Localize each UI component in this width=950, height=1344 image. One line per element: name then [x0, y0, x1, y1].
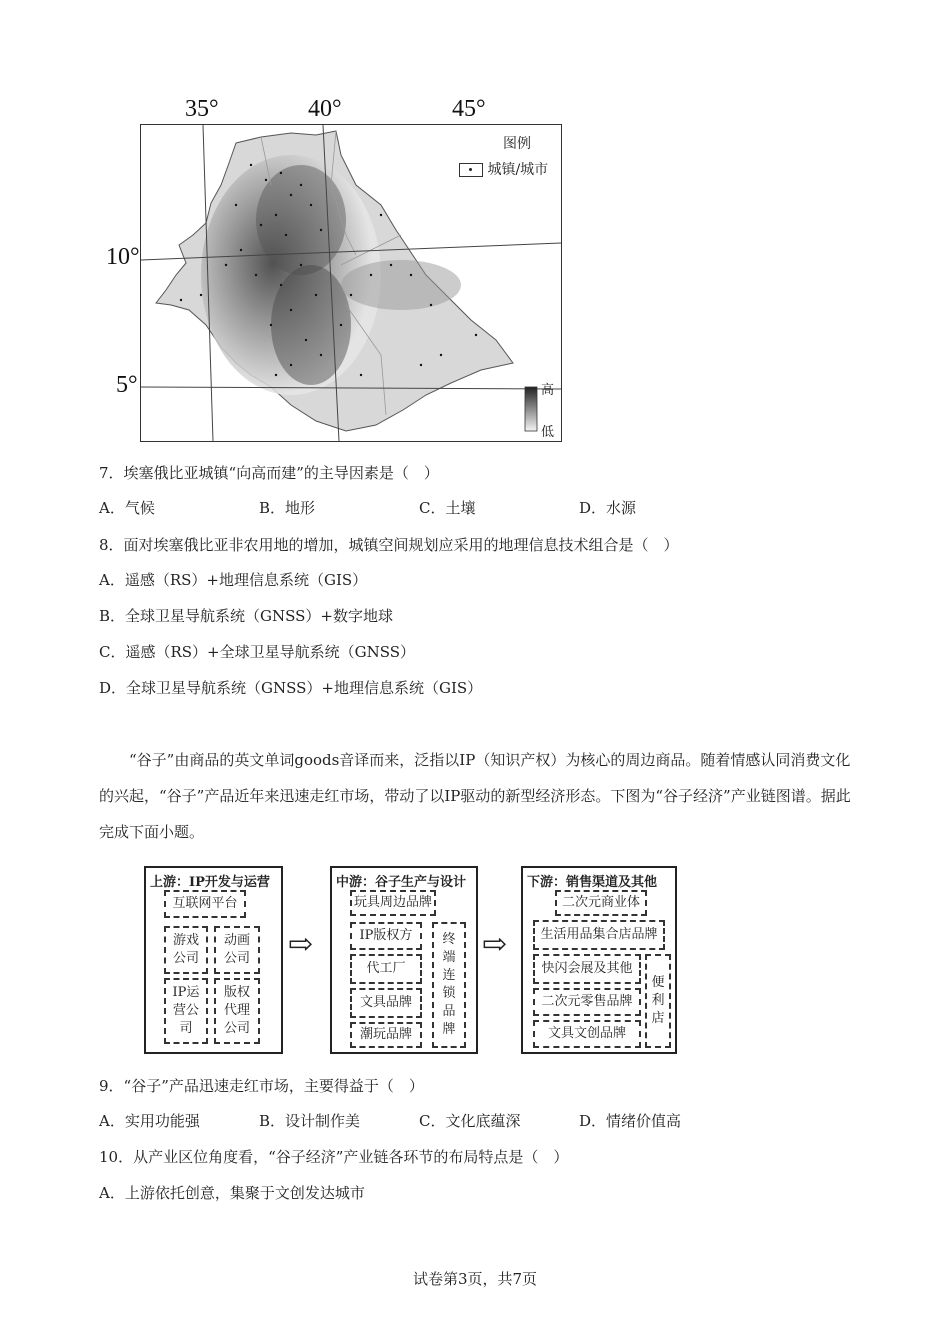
node-toy-brand: 玩具周边品牌 — [350, 890, 436, 916]
node-acg-retail: 二次元零售品牌 — [533, 988, 641, 1016]
ethiopia-map — [140, 124, 562, 442]
legend-item — [459, 159, 548, 179]
lon-label-40: 40° — [308, 96, 342, 122]
q9-stem: 9．“谷子”产品迅速走红市场，主要得益于（ ） — [99, 1077, 424, 1095]
q9-option-a: A．实用功能强 — [99, 1112, 200, 1130]
elev-low-label: 低 — [541, 425, 555, 440]
q10-option-a: A．上游依托创意，集聚于文创发达城市 — [99, 1184, 365, 1202]
q9-option-b: B．设计制作美 — [259, 1112, 361, 1130]
midstream-title: 中游：谷子生产与设计 — [336, 875, 467, 890]
passage: “谷子”由商品的英文单词goods音译而来，泛指以IP（知识产权）为核心的周边商品。随着情感认同消费文化的兴起，“谷子”产品近年来迅速走红市场，带动了以IP驱动的新型经济形态。下图为“谷子经济”产业链图谱。据此完成下面小题。 — [99, 751, 851, 841]
q8-stem: 8．面对埃塞俄比亚非农用地的增加，城镇空间规划应采用的地理信息技术组合是（ ） — [99, 536, 679, 554]
node-copyright-agency: 版权代理公司 — [214, 978, 260, 1044]
q7-option-b: B．地形 — [259, 499, 316, 517]
q7-stem: 7．埃塞俄比亚城镇“向高而建”的主导因素是（ ） — [99, 464, 439, 482]
q8-option-c: C．遥感（RS）+全球卫星导航系统（GNSS） — [99, 643, 416, 661]
node-stationery-brand: 文具品牌 — [350, 988, 422, 1018]
node-ip-owner: IP版权方 — [350, 922, 422, 950]
legend-title: 图例 — [503, 136, 531, 152]
arrow-right-icon: ⇨ — [288, 927, 314, 962]
node-chain-terminal-brand: 终端连锁品牌 — [432, 922, 466, 1048]
node-lifestyle-store: 生活用品集合店品牌 — [533, 920, 665, 950]
upstream-title: 上游：IP开发与运营 — [150, 875, 270, 890]
node-acg-commercial: 二次元商业体 — [555, 890, 647, 916]
node-game-company: 游戏公司 — [164, 926, 208, 974]
q7-option-d: D．水源 — [579, 499, 637, 517]
chain-downstream — [521, 866, 677, 1054]
node-internet-platform: 互联网平台 — [164, 890, 246, 918]
q7-option-c: C．土壤 — [419, 499, 476, 517]
node-popup-exhibition: 快闪会展及其他 — [533, 954, 641, 984]
node-oem-factory: 代工厂 — [350, 954, 422, 984]
chain-midstream — [330, 866, 478, 1054]
node-convenience-store: 便利店 — [645, 954, 671, 1048]
downstream-title: 下游：销售渠道及其他 — [527, 875, 658, 890]
lat-label-10: 10° — [106, 244, 140, 270]
elev-high-label: 高 — [541, 383, 555, 398]
node-stationery-cultural: 文具文创品牌 — [533, 1020, 641, 1048]
q10-stem: 10．从产业区位角度看，“谷子经济”产业链各环节的布局特点是（ ） — [99, 1148, 569, 1166]
elevation-bar — [525, 387, 537, 431]
q8-option-b: B．全球卫星导航系统（GNSS）+数字地球 — [99, 607, 393, 625]
lat-label-5: 5° — [116, 372, 138, 398]
q7-option-a: A．气候 — [99, 499, 155, 517]
arrow-right-icon-2: ⇨ — [482, 927, 508, 962]
node-animation-company: 动画公司 — [214, 926, 260, 974]
legend-item-label: 城镇/城市 — [487, 162, 549, 178]
node-ip-operation-company: IP运营公司 — [164, 978, 208, 1044]
chain-upstream — [144, 866, 283, 1054]
city-dot-icon — [459, 163, 483, 177]
lon-label-35: 35° — [185, 96, 219, 122]
page-footer: 试卷第3页，共7页 — [412, 1270, 538, 1288]
node-trendy-toy-brand: 潮玩品牌 — [350, 1022, 422, 1048]
lon-label-45: 45° — [452, 96, 486, 122]
q8-option-a: A．遥感（RS）+地理信息系统（GIS） — [99, 571, 368, 589]
q8-option-d: D．全球卫星导航系统（GNSS）+地理信息系统（GIS） — [99, 679, 483, 697]
q9-option-d: D．情绪价值高 — [579, 1112, 682, 1130]
q9-option-c: C．文化底蕴深 — [419, 1112, 521, 1130]
